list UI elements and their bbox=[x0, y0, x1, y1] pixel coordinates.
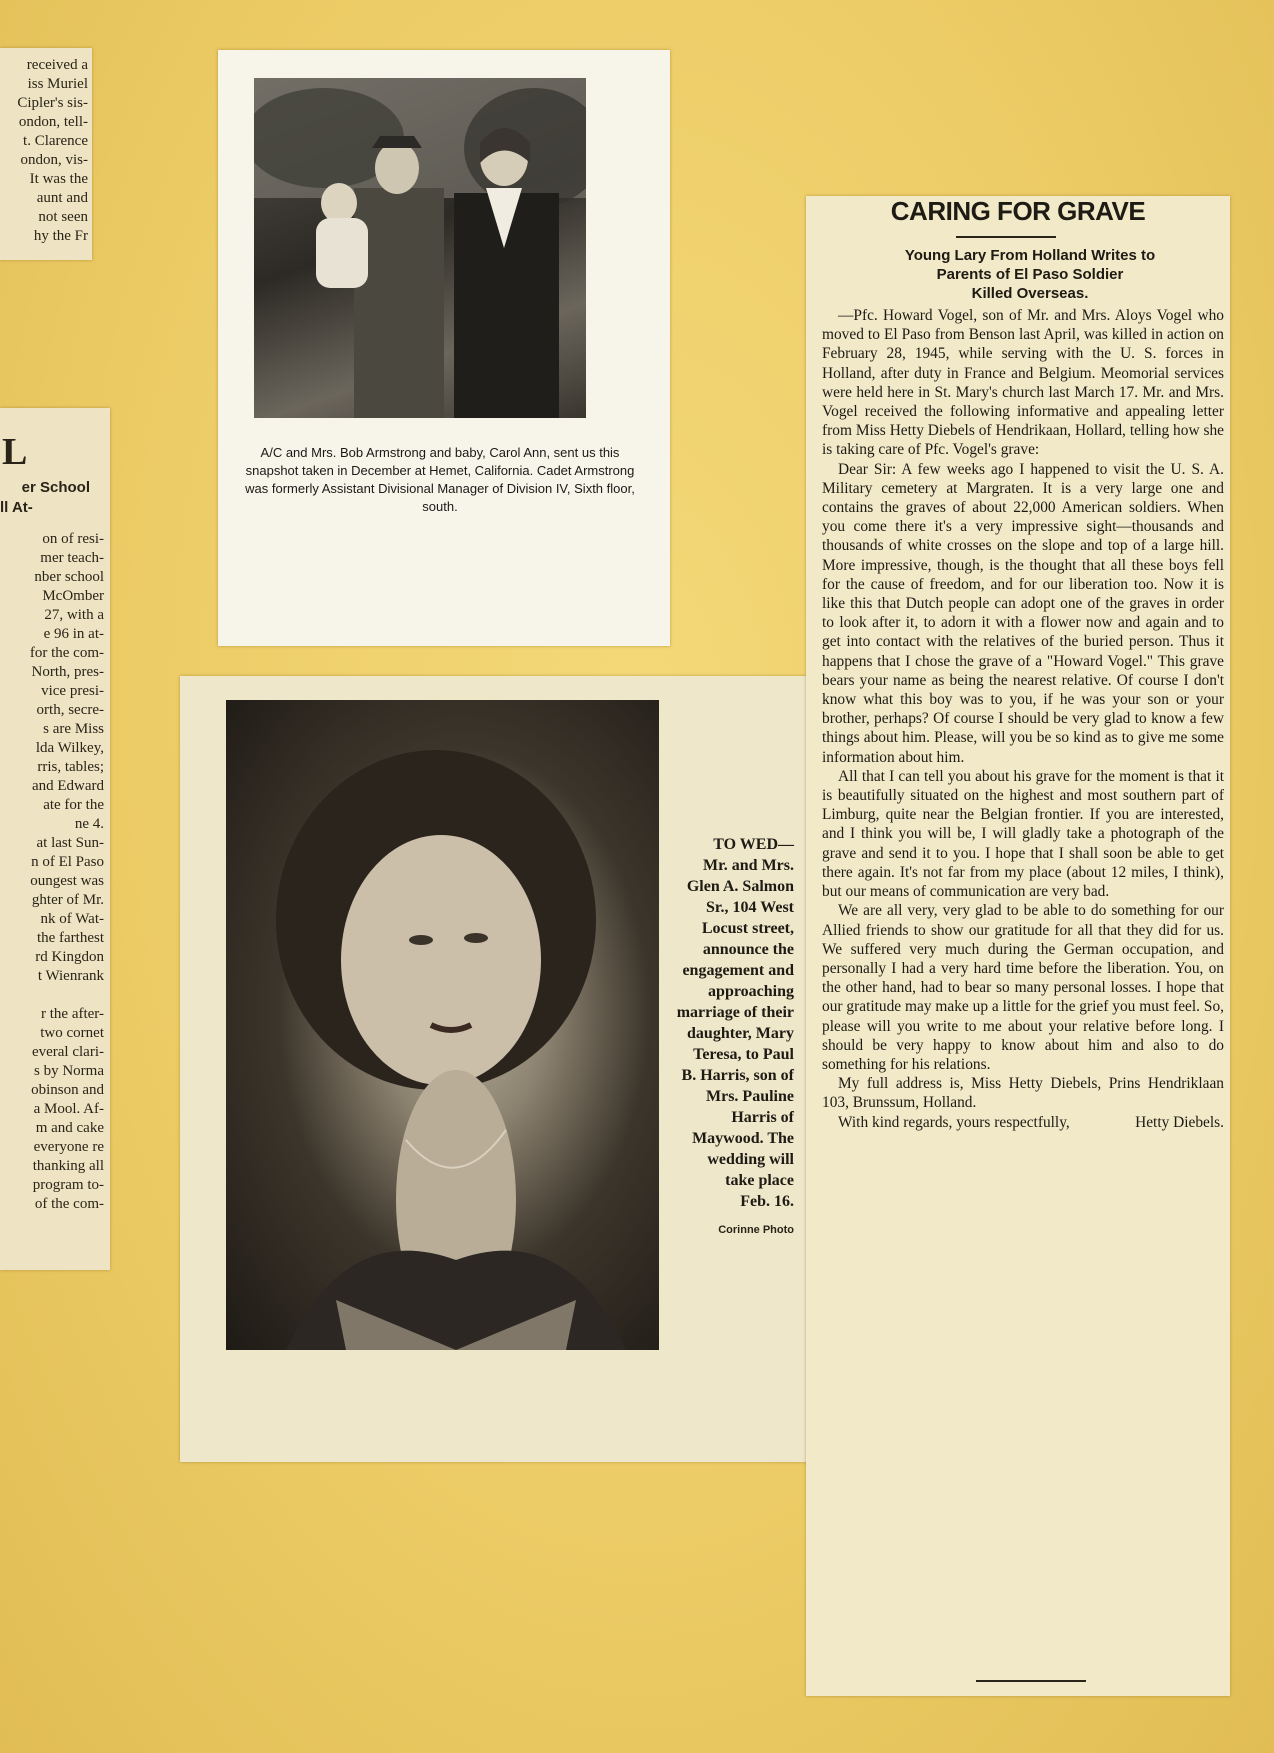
family-photo-caption: A/C and Mrs. Bob Armstrong and baby, Carol Ann, sent us this snapshot taken in December at Hemet, California. Cadet Armstrong was formerly Assistant Divisional Manager of Division IV, Sixth floor, south. bbox=[245, 445, 635, 514]
headline-rule bbox=[956, 236, 1056, 238]
text-line: orth, secre- bbox=[36, 702, 104, 718]
text-line: marriage of their bbox=[676, 1004, 794, 1021]
text-line: ghter of Mr. bbox=[31, 892, 104, 908]
text-line: rris, tables; bbox=[37, 759, 104, 775]
fragment-mid-lines bbox=[30, 530, 104, 1214]
text-line: on of resi- bbox=[42, 531, 104, 547]
text-line: oungest was bbox=[30, 873, 104, 889]
text-line: s are Miss bbox=[43, 721, 104, 737]
article-body bbox=[822, 306, 1224, 1132]
wedding-announcement-text bbox=[658, 834, 794, 1212]
text-line: thanking all bbox=[32, 1158, 104, 1174]
text-line: nber school bbox=[34, 569, 104, 585]
fragment-line: Cipler's sis- bbox=[17, 95, 88, 111]
text-line: daughter, Mary bbox=[687, 1025, 794, 1042]
end-rule bbox=[976, 1680, 1086, 1682]
closing-text: With kind regards, yours respectfully, bbox=[838, 1113, 1070, 1131]
text-line: vice presi- bbox=[41, 683, 104, 699]
text-line: engagement and bbox=[682, 962, 794, 979]
portrait-figure bbox=[226, 700, 659, 1350]
text-line: obinson and bbox=[31, 1082, 104, 1098]
text-line: at last Sun- bbox=[36, 835, 104, 851]
subhead-line: Young Lary From Holland Writes to bbox=[904, 247, 1156, 264]
family-photo-figures bbox=[254, 78, 586, 418]
text-line: r the after- bbox=[41, 1006, 104, 1022]
fragment-top-left bbox=[0, 48, 92, 260]
portrait-photo bbox=[226, 700, 659, 1350]
text-line: mer teach- bbox=[40, 550, 104, 566]
text-line: everyone re bbox=[33, 1139, 104, 1155]
article-subhead bbox=[834, 246, 1226, 303]
text-line: announce the bbox=[702, 941, 794, 958]
fragment-line: hy the Fr bbox=[33, 228, 88, 244]
text-line: rd Kingdon bbox=[35, 949, 104, 965]
text-line: wedding will bbox=[707, 1151, 794, 1168]
text-line: the farthest bbox=[36, 930, 104, 946]
text-line: and Edward bbox=[31, 778, 104, 794]
text-line: Sr., 104 West bbox=[705, 899, 794, 916]
text-line: approaching bbox=[708, 983, 794, 1000]
fragment-middle-left bbox=[0, 408, 110, 1270]
fragment-line: iss Muriel bbox=[27, 76, 88, 92]
text-line: ne 4. bbox=[74, 816, 104, 832]
fragment-line: ondon, vis- bbox=[20, 152, 88, 168]
subhead-line: Killed Overseas. bbox=[971, 285, 1089, 302]
family-photo bbox=[254, 78, 586, 418]
text-line: Mrs. Pauline bbox=[706, 1088, 794, 1105]
family-snapshot-clipping bbox=[218, 50, 670, 646]
text-line: Feb. 16. bbox=[740, 1193, 794, 1210]
text-line: a Mool. Af- bbox=[33, 1101, 104, 1117]
text-line: n of El Paso bbox=[31, 854, 104, 870]
wedding-announcement-clipping bbox=[180, 676, 820, 1462]
article-paragraph: Dear Sir: A few weeks ago I happened to visit the U. S. A. Military cemetery at Margraten. It is a very large one and contains the graves of about 22,000 American soldiers. When you come there it's a very impressive sight—thousands and thousands of white crosses on the slope and top of a large hill. More impressive, though, is the thought that all these boys fell for the cause of freedom, and for our liberation too. Now it is like this that Dutch people can adopt one of the graves in order to look after it, to adorn it with a flower now and again and to get into contact with the relatives of the buried person. Thus it happens that I chose the grave of a "Howard Vogel." This grave bears your name as being the nearest relative. Of course I don't know what this boy was to you, if he was your son or your brother, perhaps? Of course I should be very glad to know a few things about him. Please, will you be so kind as to give me some information about him. bbox=[822, 460, 1224, 766]
text-line: e 96 in at- bbox=[43, 626, 104, 642]
fragment-line: t. Clarence bbox=[23, 133, 88, 149]
text-line: t Wienrank bbox=[37, 968, 104, 984]
article-paragraph: We are all very, very glad to be able to do something for our Allied friends to show our gratitude for all that they did for us. We suffered very much during the German occupation, and personally I had a very hard time before the liberation. You, on the other hand, had to bear so many personal losses. I hope that our gratitude may make up a little for the grief you must feel. So, please will you write to me about your relative before long. I should be very happy to know about him and also to do something for his relations. bbox=[822, 902, 1224, 1073]
text-line: lda Wilkey, bbox=[35, 740, 104, 756]
text-line bbox=[30, 986, 104, 1005]
article-paragraph: —Pfc. Howard Vogel, son of Mr. and Mrs. Aloys Vogel who moved to El Paso from Benson last April, was killed in action on February 28, 1945, while serving with the U. S. forces in Holland, after duty in France and Belgium. Meomorial services were held here in St. Mary's church last March 17. Mr. and Mrs. Vogel received the following informative and appealing letter from Miss Hetty Diebels of Hendrikaan, Hollard, telling how she is taking care of Pfc. Vogel's grave: bbox=[822, 307, 1224, 459]
fragment-subhead-line: ll At- bbox=[0, 499, 33, 516]
subhead-line: Parents of El Paso Soldier bbox=[936, 266, 1124, 283]
caring-for-grave-article bbox=[806, 196, 1230, 1696]
text-line: Locust street, bbox=[701, 920, 794, 937]
text-line: McOmber bbox=[42, 588, 104, 604]
text-line: Maywood. The bbox=[692, 1130, 794, 1147]
text-line: take place bbox=[725, 1172, 794, 1189]
fragment-line: not seen bbox=[38, 209, 88, 225]
text-line: 27, with a bbox=[44, 607, 104, 623]
text-line: ate for the bbox=[43, 797, 104, 813]
fragment-subhead bbox=[0, 478, 90, 518]
closing-line bbox=[822, 1113, 1224, 1132]
text-line: m and cake bbox=[35, 1120, 104, 1136]
text-line: program to- bbox=[32, 1177, 104, 1193]
text-line: B. Harris, son of bbox=[681, 1067, 794, 1084]
fragment-line: received a bbox=[26, 57, 88, 73]
fragment-line: ondon, tell- bbox=[18, 114, 88, 130]
text-line: Teresa, to Paul bbox=[693, 1046, 794, 1063]
text-line: of the com- bbox=[34, 1196, 104, 1212]
fragment-subhead-line: er School bbox=[21, 479, 90, 496]
fragment-heading: L bbox=[2, 431, 28, 473]
text-line: Harris of bbox=[731, 1109, 794, 1126]
text-line: TO WED— bbox=[713, 836, 794, 853]
photo-credit: Corinne Photo bbox=[718, 1224, 794, 1236]
text-line: Glen A. Salmon bbox=[686, 878, 794, 895]
text-line: s by Norma bbox=[34, 1063, 104, 1079]
text-line: for the com- bbox=[29, 645, 104, 661]
article-paragraph: All that I can tell you about his grave for the moment is that it is beautifully situated on the highest and most southern part of Limburg, quite near the Belgian frontier. If you are interested, and I think you will be, I will gladly take a photograph of the grave and send it to you. I hope that I shall soon be able to get there again. It's not far from my place (about 12 miles, I think), but our means of communication are very bad. bbox=[822, 767, 1224, 901]
text-line: nk of Wat- bbox=[40, 911, 104, 927]
text-line: everal clari- bbox=[31, 1044, 104, 1060]
fragment-line: It was the bbox=[29, 171, 88, 187]
text-line: North, pres- bbox=[31, 664, 104, 680]
fragment-top-lines bbox=[17, 56, 88, 246]
article-headline: CARING FOR GRAVE bbox=[890, 196, 1146, 226]
text-line: two cornet bbox=[40, 1025, 104, 1041]
signature: Hetty Diebels. bbox=[1135, 1113, 1224, 1131]
fragment-line: aunt and bbox=[36, 190, 88, 206]
article-paragraph: My full address is, Miss Hetty Diebels, Prins Hendriklaan 103, Brunssum, Holland. bbox=[822, 1075, 1224, 1112]
text-line: Mr. and Mrs. bbox=[703, 857, 794, 874]
